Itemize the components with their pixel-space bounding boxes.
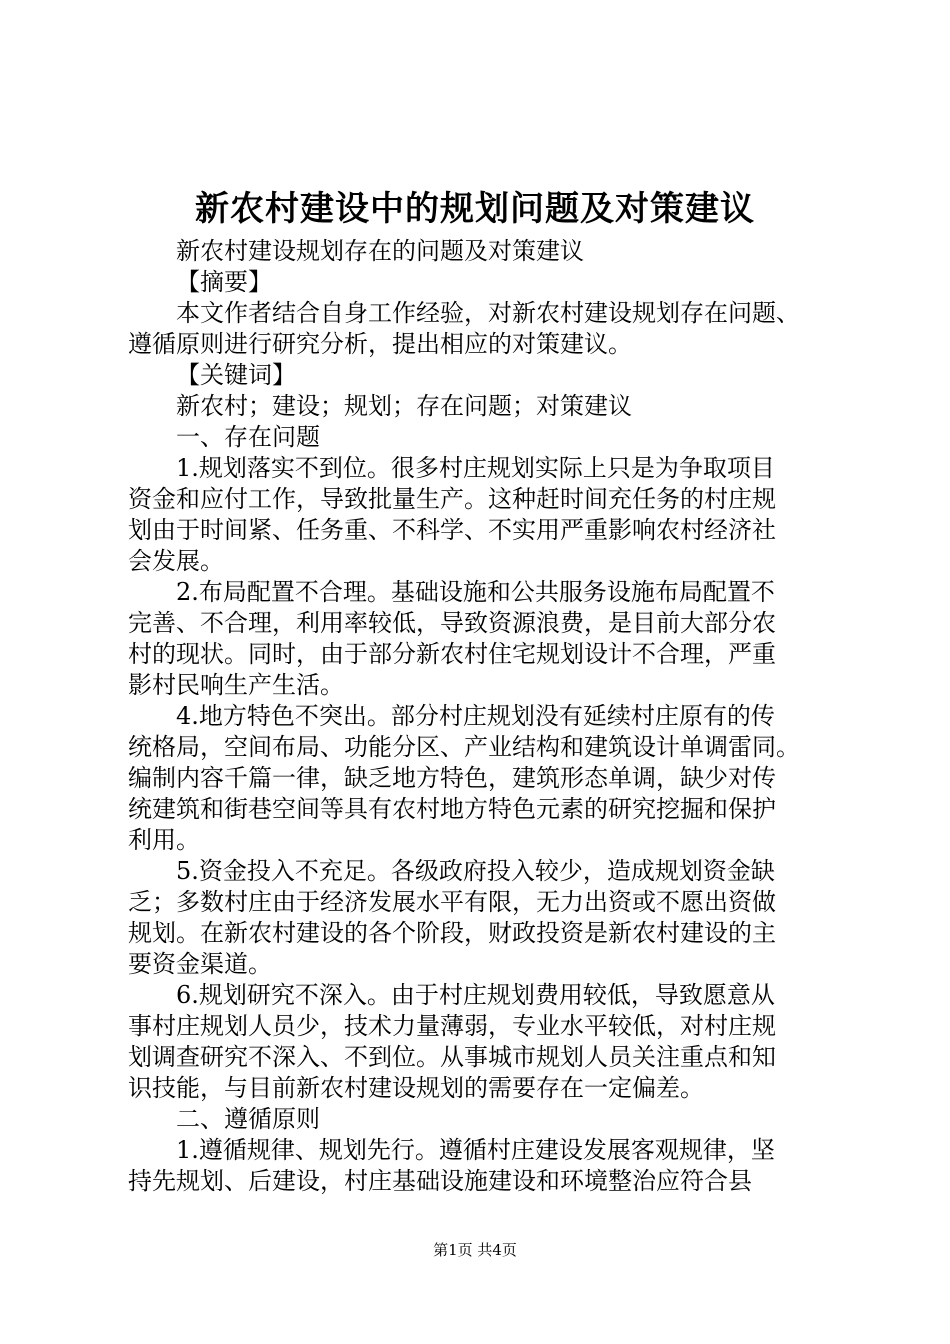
text-line: 会发展。	[128, 547, 224, 575]
text-line: 遵循原则进行研究分析，提出相应的对策建议。	[128, 330, 632, 358]
text-line: 要资金渠道。	[128, 950, 272, 978]
text-line: 新农村建设规划存在的问题及对策建议	[176, 237, 584, 265]
text-line: 划由于时间紧、任务重、不科学、不实用严重影响农村经济社	[128, 516, 776, 544]
text-line: 4.地方特色不突出。部分村庄规划没有延续村庄原有的传	[176, 702, 775, 730]
text-line: 6.规划研究不深入。由于村庄规划费用较低，导致愿意从	[176, 981, 775, 1009]
document-title: 新农村建设中的规划问题及对策建议	[195, 189, 755, 229]
text-line: 编制内容千篇一律，缺乏地方特色，建筑形态单调，缺少对传	[128, 764, 776, 792]
text-line: 村的现状。同时，由于部分新农村住宅规划设计不合理，严重	[128, 640, 776, 668]
text-line: 影村民响生产生活。	[128, 671, 344, 699]
text-line: 完善、不合理，利用率较低，导致资源浪费，是目前大部分农	[128, 609, 776, 637]
text-line: 资金和应付工作，导致批量生产。这种赶时间充任务的村庄规	[128, 485, 776, 513]
text-line: 利用。	[128, 826, 200, 854]
text-line: 5.资金投入不充足。各级政府投入较少，造成规划资金缺	[176, 857, 775, 885]
document-body	[128, 236, 834, 1197]
text-line: 规划。在新农村建设的各个阶段，财政投资是新农村建设的主	[128, 919, 776, 947]
text-line: 2.布局配置不合理。基础设施和公共服务设施布局配置不	[176, 578, 775, 606]
text-line: 1.遵循规律、规划先行。遵循村庄建设发展客观规律，坚	[176, 1136, 775, 1164]
page-footer: 第1页 共4页	[433, 1241, 517, 1259]
text-line: 一、存在问题	[176, 423, 320, 451]
text-line: 新农村；建设；规划；存在问题；对策建议	[176, 392, 632, 420]
text-line: 本文作者结合自身工作经验，对新农村建设规划存在问题、	[176, 299, 800, 327]
text-line: 统格局，空间布局、功能分区、产业结构和建筑设计单调雷同。	[128, 733, 800, 761]
text-line: 统建筑和街巷空间等具有农村地方特色元素的研究挖掘和保护	[128, 795, 776, 823]
text-line: 乏；多数村庄由于经济发展水平有限，无力出资或不愿出资做	[128, 888, 776, 916]
text-line: 划调查研究不深入、不到位。从事城市规划人员关注重点和知	[128, 1043, 776, 1071]
text-line: 二、遵循原则	[176, 1105, 320, 1133]
text-line: 事村庄规划人员少，技术力量薄弱，专业水平较低，对村庄规	[128, 1012, 776, 1040]
text-line: 1.规划落实不到位。很多村庄规划实际上只是为争取项目	[176, 454, 775, 482]
text-line: 识技能，与目前新农村建设规划的需要存在一定偏差。	[128, 1074, 704, 1102]
text-line: 【关键词】	[176, 361, 296, 389]
text-line: 【摘要】	[176, 268, 272, 296]
text-line: 持先规划、后建设，村庄基础设施建设和环境整治应符合县	[128, 1167, 752, 1195]
